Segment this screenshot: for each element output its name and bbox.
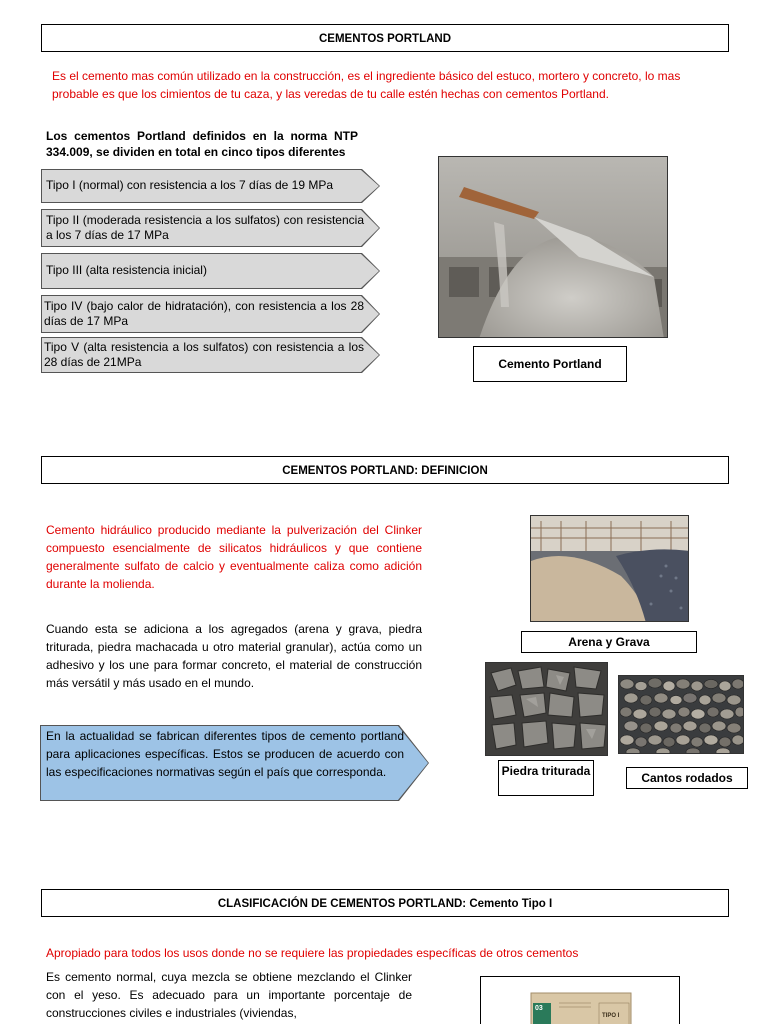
type-label-1: Tipo I (normal) con resistencia a los 7 días de 19 MPa	[46, 178, 334, 192]
type-label-5: Tipo V (alta resistencia a los sulfatos) con resistencia a los 28 días de 21MPa	[44, 340, 364, 369]
section2-title: CEMENTOS PORTLAND: DEFINICION	[41, 456, 729, 484]
cement-bag-photo	[480, 976, 680, 1024]
section3-paragraph: Es cemento normal, cuya mezcla se obtiene mezclando el Clinker con el yeso. Es adecuado para un importante porcentaje de construcciones civiles e industriales (viviendas,	[46, 970, 412, 1020]
sand-gravel-photo	[530, 515, 689, 622]
crushed-stone-photo	[485, 662, 608, 756]
section1-title: CEMENTOS PORTLAND	[41, 24, 729, 52]
types-heading: Los cementos Portland definidos en la norma NTP 334.009, se dividen en total en cinco tipos diferentes	[46, 129, 358, 159]
type-label-2: Tipo II (moderada resistencia a los sulfatos) con resistencia a los 7 días de 17 MPa	[46, 213, 364, 242]
type-label-3: Tipo III (alta resistencia inicial)	[46, 263, 207, 277]
cement-photo-caption: Cemento Portland	[473, 346, 627, 382]
section2-definition: Cemento hidráulico producido mediante la pulverización del Clinker compuesto esencialmente de silicatos hidráulicos y que contiene generalmente sulfato de calcio y eventualmente caliza como adición durante la molienda.	[46, 523, 422, 591]
section3-subtitle: Apropiado para todos los usos donde no se requiere las propiedades específicas de otros cementos	[46, 946, 579, 960]
bag-number-label: 03	[535, 1005, 543, 1012]
sand-gravel-caption: Arena y Grava	[521, 631, 697, 653]
pebbles-caption: Cantos rodados	[626, 767, 748, 789]
section2-paragraph: Cuando esta se adiciona a los agregados (arena y grava, piedra triturada, piedra machacada u otro material granular), actúa como un adhesivo y los une para formar concreto, el material de construcción más versátil y más usado en el mundo.	[46, 622, 422, 690]
cement-trowel-photo	[438, 156, 668, 338]
crushed-stone-caption: Piedra triturada	[498, 760, 594, 796]
section3-title: CLASIFICACIÓN DE CEMENTOS PORTLAND: Cemento Tipo I	[41, 889, 729, 917]
section1-intro: Es el cemento mas común utilizado en la construcción, es el ingrediente básico del estuco, mortero y concreto, lo mas probable es que los cimientos de tu caza, y las veredas de tu calle estén hechas con cementos Portland.	[52, 69, 681, 101]
callout-text: En la actualidad se fabrican diferentes tipos de cemento portland para aplicaciones específicas. Estos se producen de acuerdo con las especificaciones normativas según el país que corresponda.	[46, 729, 404, 779]
type-label-4: Tipo IV (bajo calor de hidratación), con resistencia a los 28 días de 17 MPa	[44, 299, 364, 328]
pebbles-photo	[618, 675, 744, 754]
bag-type-label: TIPO I	[602, 1013, 620, 1019]
